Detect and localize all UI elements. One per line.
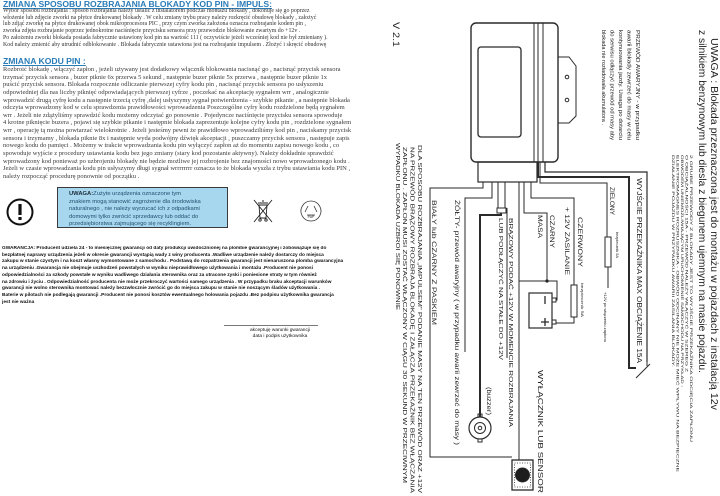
text-line: odpowiedzialności za szkody powstałe w wyniku wadliwego działania sterownika oraz za utracone zyski i poniesione straty w tym również xyxy=(2,272,317,278)
text-line: wrr , operację tą można powtarzać wielokrotnie . Jeżeli jesteśmy pewni że prawidłowo wprowadziliśmy kod pin , naciskamy przycisk xyxy=(3,127,352,135)
header-line: UWAGA : Blokada przeznaczona jest do montażu w pojazdach z instalacją 12v xyxy=(708,38,719,388)
text-line: zakupu w stanie czystym i na koszt własny wymontowane z samochodu . Podstawą do rozpatrzenia gwarancji jest nienaruszona plomba gwarancyjna xyxy=(2,259,344,265)
text-line: Jeżeli w czasie wprowadzania kodu pin usłyszymy długi sygnał wrrrrrrrr oznacza to że blokada wyszła z trybu ustawiania kodu PIN , xyxy=(3,165,351,173)
brown-wire-label: LUB PODŁĄCZYĆ NA STAŁE DO +12V xyxy=(497,218,503,316)
relay-note-line: 2 GRUBE PRZEWODY Z BLOKADY JEST TO WYJŚCIE PRZEKAŹNIKA ODCIĘCIA ZAPŁONU xyxy=(689,155,694,326)
text-line: Kod należy zmienić aby utrudnić odblokowanie . Blokada fabrycznie ustawiona jest na rozbrajanie impulsem . Złożyć i skręcić obudowę xyxy=(3,41,327,48)
relay-note-line: DZIAŁANIE POJAZDU W PRZYPADKU AWARII ZASILANIA BLOKADY. xyxy=(671,155,676,283)
section-title-unlock-mode: ZMIANA SPOSOBU ROZBRAJANIA BLOKADY KOD PIN - IMPULS: xyxy=(3,0,272,9)
switch-symbol xyxy=(636,362,650,378)
text-line: nowego kodu do pamięci . Możemy w trakcie wprowadzania kodu pin wyłączyć zapłon aż do momentu zapisu nowego kodu , co xyxy=(3,142,340,150)
text-line: trzymać przycisk sensora , buzer piknie 6x przerwa 5 sekund , następnie buzer piknie 5x przerwa , następnie buzer piknie 1x xyxy=(3,73,327,81)
emergency-note-line: blokada nie rozładowała akumulatora . xyxy=(600,30,606,124)
impulse-note-line: NA PRZEWÓD BRĄZOWY ROZBRAJA BLOKADĘ I ZAŁĄCZA PRZEKAŹNIK BEZ WŁĄCZANIA xyxy=(408,147,415,383)
relay-output-wire xyxy=(545,162,647,362)
text-line: na zdrowiu i życiu . Odpowiedzialność producenta nie może przekroczyć wartości samego urządzenia . W przypadku braku akceptacji warunków xyxy=(2,279,332,285)
text-line: domowymi tylko zwrócić sprzedawcy lub oddać do xyxy=(69,213,199,220)
text-line: data i podpis użytkownika xyxy=(252,334,308,339)
text-line: 4 krotne piknięcie buzera , pojawi się szybkie pikanie i następnie blokada zaprezentuje kolejne cyfry kodu pin , rozdzielone sygnałem xyxy=(3,119,352,127)
text-line: przedsiębiorstwa zajmującego się recyklingiem. xyxy=(69,221,192,228)
relay-note-line: OBWODEM UNIEMOŻLIWIAJĄCYM URUCHOMIENIE SAMOCHODU NA PRZYKŁAD : xyxy=(680,155,685,312)
impulse-note-line: WYPADKU BLOKADA UZBROI SIĘ PONOWNIE xyxy=(394,143,400,263)
battery xyxy=(529,293,552,328)
text-line: sensora i trzymamy , blokada piknie 8x i następnie wyda podwójny dźwięk akceptacji , puszczamy przycisk sensora , następuje zapis xyxy=(3,134,350,142)
ignition-label: +12V po włączeniu zapłonu xyxy=(603,292,608,341)
text-line: Po założeniu zworki blokada posiada fabrycznie ustawiony kod pin na wartość 111 ( oczywiście jeżeli wcześniej kod nie był zmieniany ). xyxy=(3,34,328,41)
sensor-label: WYŁĄCZNIK LUB SENSOR xyxy=(536,370,543,458)
brown-wire-label: BRĄZOWY PODAĆ +12V W MOMENCIE ROZBRAJANIA xyxy=(507,218,513,360)
text-line: odpowiedniej dla nas liczby piknięć odpowiadających pierwszej cyfrze , poczekać na akceptację sygnałem wrr , analogicznie xyxy=(3,88,329,96)
text-line: zworka zdjęta rozbrajanie poprzez jednokrotne naciśnięcie przycisku sensora przy przewodzie blokowanie zwartym do +12v . xyxy=(3,28,301,35)
text-line: Baterie w pilotach nie podlegają gwarancji .Producent nie ponosi kosztów ewentualnego holowania pojazdu .Bez podpisu użytkownika gwarancja xyxy=(2,292,334,298)
text-line: Wybór sposobu rozbrajania : sposób rozbrajania należy ustalić z instalatorem podczas montażu blokady , dokonuje się go poprzez xyxy=(3,8,310,14)
text-line: puścić przycisk sensora. Blokada rozpocznie odliczanie pierwszej cyfry kodu pin , nacisnąć przycisk sensora po usłyszeniu xyxy=(3,81,324,89)
text-line: wrr . Jeżeli nie zdążyliśmy sprawdzić kodu możemy odczytać go ponownie . Pojedyncze naciśnięcie przycisku sensora spowoduje xyxy=(3,111,343,119)
header-line: z silnikiem benzynowym lub diesla z biegunem ujemnym na masie pojazdu. xyxy=(696,30,707,365)
red-fuse xyxy=(571,285,577,317)
text-line: gwarancji nie wolno sterownika montować należy bezzwłocznie zwrócić go do miejsca zakupu w stanie nie noszącym śladów użytkowania . xyxy=(2,286,321,292)
control-module xyxy=(471,23,558,162)
text-line: odczyta wprowadzony kod w celu sprawdzenia prawidłowości wprowadzenia Poszczególne cyfry kodu rozdzielone będą sygnałem xyxy=(3,104,345,112)
text-line: naturalnego , nie należy wyrzucać ich z odpadkami xyxy=(69,206,200,213)
relay-note-line: O OBCIĄŻALNOŚCI 15A - PRZEWÓD NALEŻY WŁĄCZYĆ W SZEREG Z xyxy=(684,155,690,287)
white-wire-label: BIAŁY lub CZARNY Z PASKIEM xyxy=(430,200,436,287)
text-line: Zużyte urządzenia oznaczone tym xyxy=(93,191,182,197)
black-wire-label: CZARNY xyxy=(548,215,555,242)
relay-note-line: ELEKTROMAGNES ROZRUSZNIKA - OBWÓD ODCINANY NIE MOŻE MIEĆ WPŁYWU NA BEZPIECZNE xyxy=(675,155,681,346)
yellow-wire-label: ŻÓŁTY- przewód awaryjny ( w przypadku awarii zewrzeć do masy ) xyxy=(453,200,459,379)
yellow-wire xyxy=(465,182,492,352)
ground-label: MASA xyxy=(536,215,543,234)
green-wire-label: ZIELONY xyxy=(608,187,615,215)
green-fuse-label: bezpiecznik 5A xyxy=(615,232,620,259)
text-line: lub zdjąć zworkę na płytce drukowanej obok mikroprocesora PIC , przy czym zworka założona oznacza rozbrajanie kodem pin , xyxy=(3,21,306,28)
pap-label: PAP xyxy=(307,215,315,219)
text-line: Rozbroić blokadę , włączyć zapłon , jeżeli używany jest dodatkowy włącznik blokowania nacisnąć go , nacisnąć przycisk sensora xyxy=(3,66,341,73)
red-wire-label: CZERWONY xyxy=(576,217,583,255)
relay-output-wire xyxy=(538,162,636,368)
text-line: na urządzeniu .Gwarancja nie obejmuje uszkodzeń powstałych w wyniku nieprawidłowego użytkowania i montażu .Producent nie ponosi xyxy=(2,266,314,272)
buzzer-icon xyxy=(469,414,491,442)
text-line: wprowadzić drugą cyfrę kodu a następnie trzecią cyfrę ,dalej usłyszymy sygnał potwierdzenia - szybkie pikanie , a następnie blokada xyxy=(3,96,350,104)
text-line: wprowadzony kod ponieważ po uzbrojeniu blokady nie będzie możliwe jej rozbrojenie bez znajomości nowo wprowadzonego kodu . xyxy=(3,157,350,165)
impulse-note-line: ZAPŁONU . ZAPŁON MUSI ZOSTAĆ WŁĄCZONY W CIĄGU 30 SEKUND W PRZECIWNYM xyxy=(401,147,407,375)
emergency-note-line: awarii blokady zewrzeć do masy w celu xyxy=(625,30,632,126)
relay-output-label: WYJŚCIE PRZEKAŹNIKA MAX OBCIĄŻENIE 15A xyxy=(635,178,642,336)
text-line: spowoduje wyjście z procedury ustawiania kodu bez jego zmiany (stary kod pozostanie aktywny). Należy dokładnie sprawdzić xyxy=(3,150,334,158)
text-line: bezpłatnej naprawy urządzenia jeżeli w okresie gwarancji wystąpią wady z winy producenta .Wadliwe urządzenie należy dostarczy do miejsca xyxy=(2,252,324,258)
text-line: akceptuję warunki gwarancji xyxy=(250,328,310,333)
module-connector xyxy=(558,57,576,123)
warning-prefix: UWAGA: xyxy=(69,191,94,197)
section-title-pin-change: ZMIANA KODU PIN : xyxy=(3,56,86,66)
module-label-area xyxy=(478,47,521,137)
supply-label: + 12V ZASILANIE xyxy=(563,207,570,260)
emergency-note-line: do serwisu odłączyć przewód od masy aby xyxy=(608,30,615,135)
text-line: jest nie ważna xyxy=(2,299,35,305)
text-line: włożenie lub zdjęcie zworki na płytce drukowanej blokady . W celu zmiany trybu pracy należy rozkręcić obudowę blokady , założyć xyxy=(3,14,317,21)
red-fuse-label: bezpiecznik 5A xyxy=(580,283,585,310)
text-line: należy rozpocząć procedurę ponownie od początku . xyxy=(3,172,140,180)
wire-harness-connector xyxy=(478,162,537,182)
brown-wire xyxy=(498,182,505,208)
emergency-note-line: PRZEWÓD AWARYJNY - w przypadku xyxy=(634,30,640,126)
emergency-note-line: kontynuowania jazdy. Uwaga po dotarciu xyxy=(617,30,623,130)
green-fuse xyxy=(605,237,611,267)
sensor-button-icon[interactable] xyxy=(512,460,533,490)
text-line: znakiem mogą stanowić zagrożenie dla środowiska xyxy=(69,198,201,205)
text-line: GWARANCJA: Producent udziela 24 - to miesięcznej gwarancji od daty produkcji uwidocznionej na plombie gwarancyjnej i zobowiązuje się do xyxy=(2,246,327,251)
buzzer-label: (buzzer) xyxy=(485,387,491,410)
version-label: V 2.1 xyxy=(391,22,401,44)
impulse-note-line: DLA SPOSOBU ROZBRAJANIA „IMPULSEM” PODANIE MASY NA TEN PRZEWÓD ORAZ +12V xyxy=(416,145,422,384)
